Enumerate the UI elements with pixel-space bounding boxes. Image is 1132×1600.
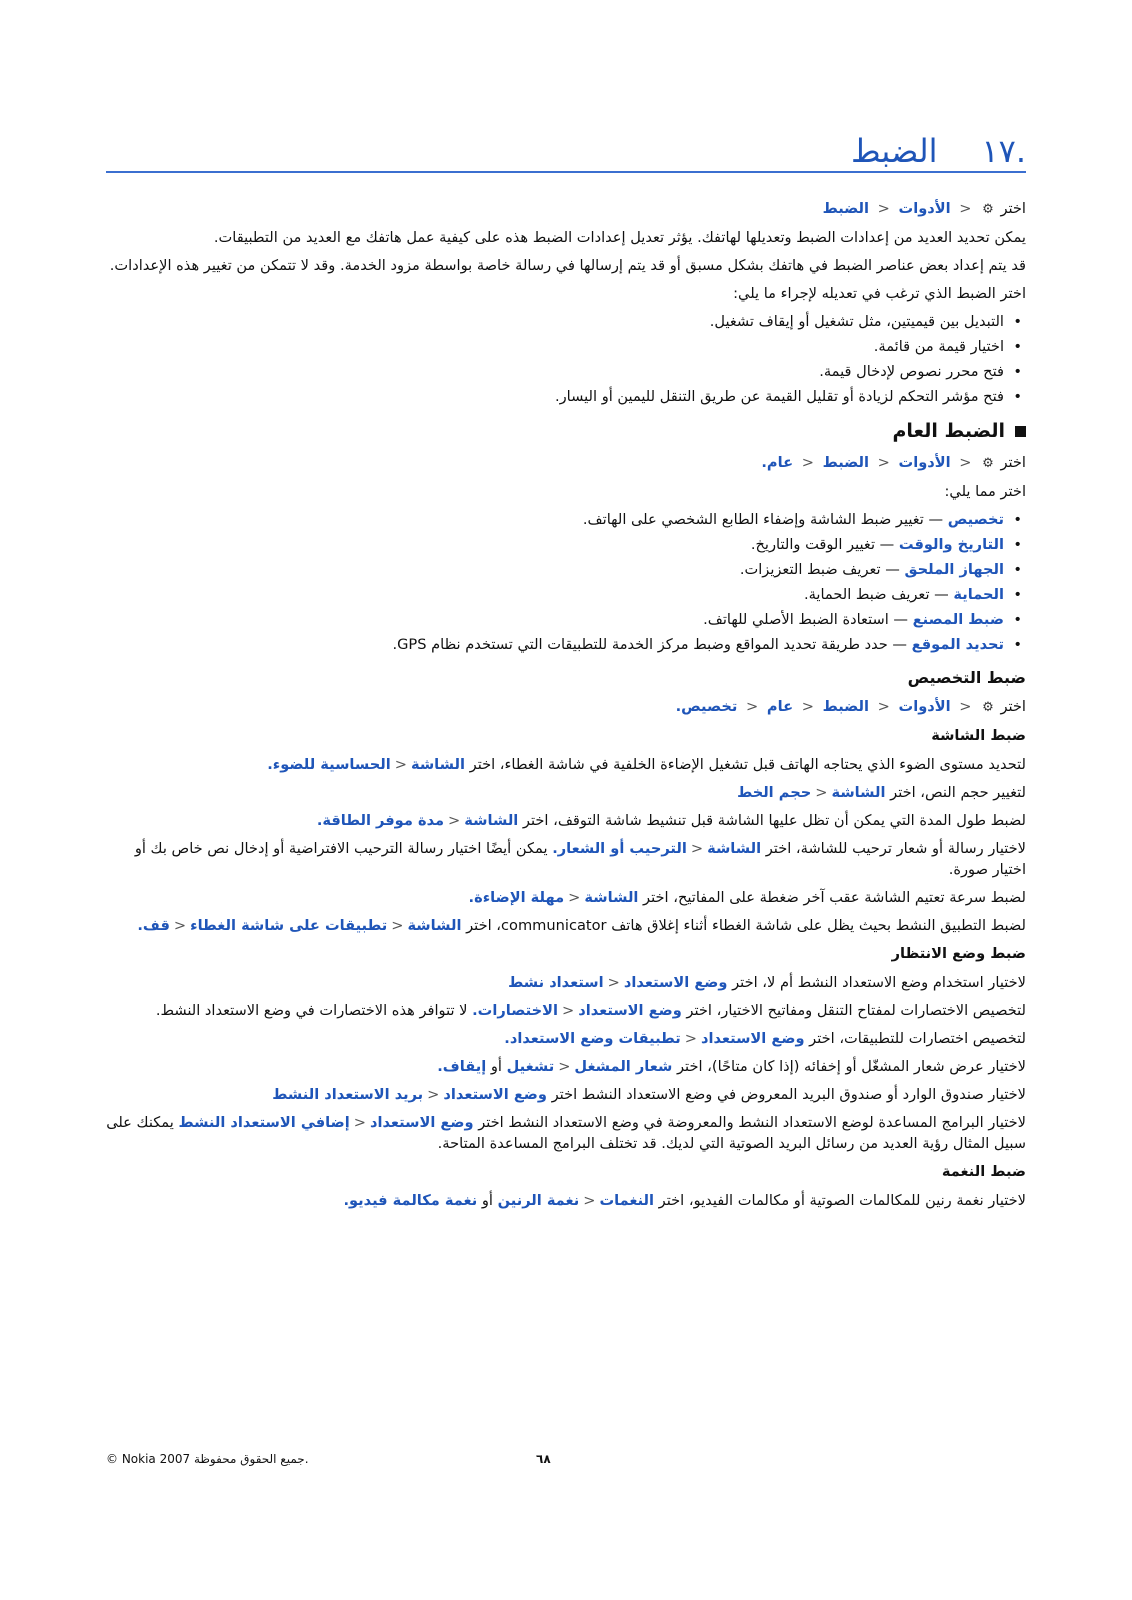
path-separator: < xyxy=(959,200,972,217)
intro-paragraph: يمكن تحديد العديد من إعدادات الضبط وتعديلها لهاتفك. يؤثر تعديل إعدادات الضبط هذه على كيفية عمل هاتفك مع العديد من التطبيقات. xyxy=(213,229,1026,246)
general-path: اختر ⚙ < الأدوات < الضبط < عام. xyxy=(106,452,1026,474)
display-row: لتغيير حجم النص، اختر الشاشة<حجم الخط xyxy=(737,784,1026,801)
section-heading-personalization: ضبط التخصيص xyxy=(907,668,1026,687)
display-row: لضبط طول المدة التي يمكن أن تظل عليها الشاشة قبل تنشيط شاشة التوقف، اختر الشاشة<مدة موفر الطاقة. xyxy=(316,812,1026,829)
standby-row: لاختيار استخدام وضع الاستعداد النشط أم لا، اختر وضع الاستعداد<استعداد نشط xyxy=(508,974,1026,991)
bullet-item: • التبديل بين قيميتين، مثل تشغيل أو إيقاف تشغيل. xyxy=(106,311,1026,332)
choose-from-label: اختر مما يلي: xyxy=(944,483,1026,500)
subheading-display: ضبط الشاشة xyxy=(931,727,1026,744)
general-item: • ضبط المصنع — استعادة الضبط الأصلي للهاتف. xyxy=(106,609,1026,630)
standby-row: لاختيار البرامج المساعدة لوضع الاستعداد النشط والمعروضة في وضع الاستعداد النشط اختر وضع الاستعداد<إضافي الاستعداد النشط يمكنك على سبيل المثال رؤية العديد من رسائل البريد الصوتية التي لديك. قد تختلف البرامج المساعدة المتاحة. xyxy=(106,1114,1026,1152)
general-item: • التاريخ والوقت — تغيير الوقت والتاريخ. xyxy=(106,534,1026,555)
general-item: • تحديد الموقع — حدد طريقة تحديد المواقع وضبط مركز الخدمة للتطبيقات التي تستخدم نظام GPS. xyxy=(106,634,1026,655)
standby-row: لاختيار عرض شعار المشغّل أو إخفائه (إذا كان متاحًا)، اختر شعار المشغل<تشغيل أو إيقاف. xyxy=(437,1058,1026,1075)
chapter-number: .١٧ xyxy=(981,132,1026,170)
display-welcome: لاختيار رسالة أو شعار ترحيب للشاشة، اختر الشاشة<الترحيب أو الشعار. يمكن أيضًا اختيار رسالة الترحيب الافتراضية أو إدخال نص خاص بك أو اختيار صورة. xyxy=(134,840,1026,878)
menu-key-icon: ⚙ xyxy=(982,700,994,715)
title-divider xyxy=(106,171,1026,173)
intro-paragraph: اختر الضبط الذي ترغب في تعديله لإجراء ما يلي: xyxy=(733,285,1026,302)
personalization-path: اختر ⚙ < الأدوات < الضبط < عام < تخصيص. xyxy=(106,696,1026,718)
menu-key-icon: ⚙ xyxy=(982,202,994,217)
standby-row: لتخصيص الاختصارات لمفتاح التنقل ومفاتيح الاختيار، اختر وضع الاستعداد<الاختصارات. لا تتوافر هذه الاختصارات في وضع الاستعداد النشط. xyxy=(155,1002,1026,1019)
chapter-name: الضبط xyxy=(851,132,938,170)
standby-row: لتخصيص اختصارات للتطبيقات، اختر وضع الاستعداد<تطبيقات وضع الاستعداد. xyxy=(504,1030,1026,1047)
page-number: ٦٨ xyxy=(536,1452,551,1466)
square-bullet-icon xyxy=(1015,426,1026,437)
content xyxy=(106,198,1026,1218)
display-row: لضبط سرعة تعتيم الشاشة عقب آخر ضغطة على المفاتيح، اختر الشاشة<مهلة الإضاءة. xyxy=(468,889,1026,906)
intro-paragraph: قد يتم إعداد بعض عناصر الضبط في هاتفك بشكل مسبق أو قد يتم إرسالها في رسالة خاصة بواسطة مزود الخدمة. وقد لا تتمكن من تغيير هذه الإعدادات. xyxy=(109,257,1026,274)
page-footer xyxy=(106,1452,1026,1476)
copyright-text: © Nokia 2007 جميع الحقوق محفوظة. xyxy=(106,1452,309,1466)
bullet-item: • اختيار قيمة من قائمة. xyxy=(106,336,1026,357)
path-separator: < xyxy=(877,200,890,217)
choose-label: اختر xyxy=(1000,200,1026,217)
general-item: • الجهاز الملحق — تعريف ضبط التعزيزات. xyxy=(106,559,1026,580)
display-row: لتحديد مستوى الضوء الذي يحتاجه الهاتف قبل تشغيل الإضاءة الخلفية في شاشة الغطاء، اختر الشاشة<الحساسية للضوء. xyxy=(267,756,1026,773)
path-settings: الضبط xyxy=(822,200,870,217)
display-cover: لضبط التطبيق النشط بحيث يظل على شاشة الغطاء أثناء إغلاق هاتف communicator، اختر الشاشة<تطبيقات على شاشة الغطاء<قف. xyxy=(137,917,1026,934)
path-tools: الأدوات xyxy=(898,200,951,217)
bullet-item: • فتح محرر نصوص لإدخال قيمة. xyxy=(106,361,1026,382)
general-item: • تخصيص — تغيير ضبط الشاشة وإضفاء الطابع الشخصي على الهاتف. xyxy=(106,509,1026,530)
menu-key-icon: ⚙ xyxy=(982,456,994,471)
subheading-standby: ضبط وضع الانتظار xyxy=(891,945,1026,962)
tones-row: لاختيار نغمة رنين للمكالمات الصوتية أو مكالمات الفيديو، اختر النغمات<نغمة الرنين أو نغمة مكالمة فيديو. xyxy=(343,1192,1026,1209)
intro-bullets xyxy=(106,311,1026,407)
general-item: • الحماية — تعريف ضبط الحماية. xyxy=(106,584,1026,605)
document-page xyxy=(106,0,1026,1600)
bullet-item: • فتح مؤشر التحكم لزيادة أو تقليل القيمة عن طريق التنقل لليمين أو اليسار. xyxy=(106,386,1026,407)
subheading-tones: ضبط النغمة xyxy=(941,1163,1026,1180)
general-items xyxy=(106,509,1026,655)
chapter-title xyxy=(106,126,1026,170)
section-heading-general: الضبط العام xyxy=(106,421,1026,442)
intro-path xyxy=(106,198,1026,220)
standby-row: لاختيار صندوق الوارد أو صندوق البريد المعروض في وضع الاستعداد النشط اختر وضع الاستعداد<بريد الاستعداد النشط xyxy=(272,1086,1026,1103)
